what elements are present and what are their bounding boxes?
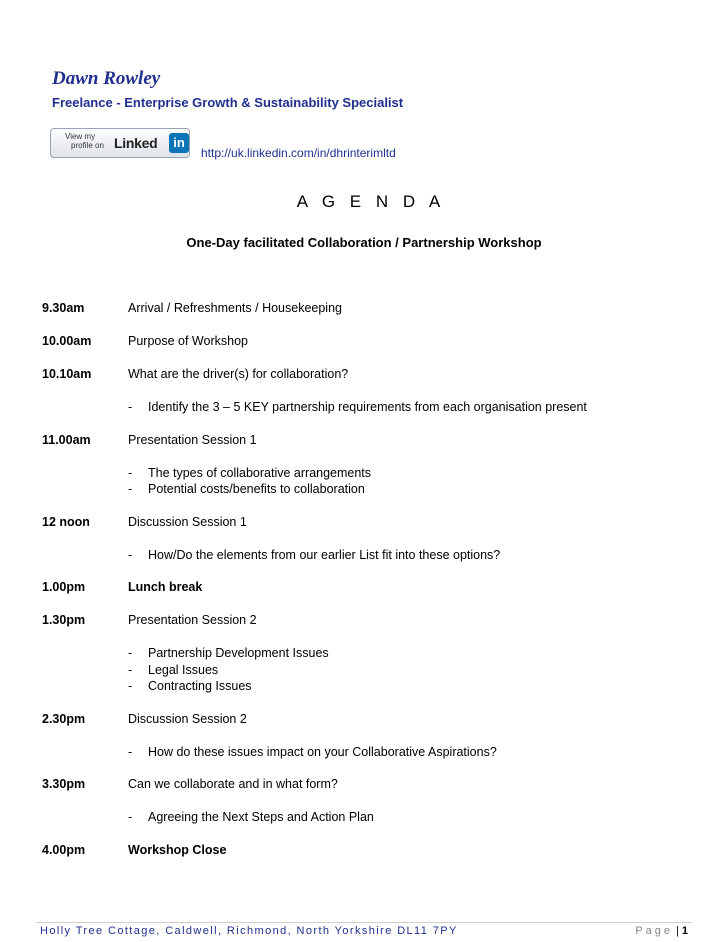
page-separator: | (676, 925, 679, 937)
schedule-description: Discussion Session 1 (128, 514, 247, 529)
workshop-title-text: One-Day facilitated Collaboration / Partnership Workshop (186, 235, 542, 250)
footer-page-number (635, 925, 688, 937)
schedule-description: Lunch break (128, 580, 203, 594)
page-label: Page (635, 925, 674, 937)
schedule-row (42, 366, 702, 383)
schedule-row (42, 300, 702, 317)
author-name: Dawn Rowley (52, 68, 161, 89)
schedule-description: Arrival / Refreshments / Housekeeping (128, 301, 342, 315)
schedule-time: 1.00pm (42, 580, 86, 594)
bullet-dash: - (128, 400, 133, 414)
schedule-description: Can we collaborate and in what form? (128, 777, 338, 791)
schedule-time: 1.30pm (42, 613, 86, 627)
linkedin-caption-line-2: profile on (71, 141, 104, 150)
linkedin-badge-caption (65, 132, 104, 150)
linkedin-profile-button[interactable] (50, 128, 190, 158)
bullet-dash: - (128, 810, 133, 824)
schedule-time: 3.30pm (42, 777, 86, 791)
schedule-time: 10.00am (42, 334, 92, 348)
schedule-subitem (42, 547, 702, 564)
schedule-subitem-text: Agreeing the Next Steps and Action Plan (148, 810, 374, 824)
schedule-time: 11.00am (42, 432, 91, 447)
schedule-subitem-text: Potential costs/benefits to collaboration (148, 482, 365, 496)
schedule-time: 2.30pm (42, 711, 86, 726)
schedule-subitem-text: Identify the 3 – 5 KEY partnership requirements from each organisation present (148, 400, 587, 414)
schedule-time: 10.10am (42, 367, 92, 381)
linkedin-caption-line-1: View my (65, 132, 96, 141)
bullet-dash: - (128, 662, 133, 677)
linkedin-url-link[interactable]: http://uk.linkedin.com/in/dhrinterimltd (201, 146, 396, 160)
schedule-description: Presentation Session 1 (128, 432, 257, 447)
schedule-subitem (42, 399, 702, 416)
schedule-subitem (42, 645, 702, 662)
schedule-time: 4.00pm (42, 842, 86, 857)
schedule (42, 300, 702, 859)
bullet-dash: - (128, 465, 133, 480)
schedule-row (42, 776, 702, 793)
schedule-subitem-text: Partnership Development Issues (148, 646, 329, 660)
schedule-row (42, 842, 702, 859)
schedule-time: 9.30am (42, 301, 85, 315)
schedule-row (42, 579, 702, 596)
schedule-time: 12 noon (42, 514, 90, 529)
schedule-subitem-text: The types of collaborative arrangements (148, 465, 372, 480)
workshop-title (0, 235, 728, 250)
bullet-dash: - (128, 646, 133, 660)
schedule-description: Workshop Close (128, 842, 227, 857)
schedule-description: Discussion Session 2 (128, 711, 247, 726)
footer-divider (36, 922, 692, 923)
schedule-row (42, 514, 702, 531)
schedule-subitem (42, 465, 702, 482)
schedule-subitem (42, 481, 702, 498)
agenda-title (0, 192, 728, 212)
schedule-subitem-text: Contracting Issues (148, 679, 252, 693)
schedule-row (42, 711, 702, 728)
schedule-subitem (42, 662, 702, 679)
linkedin-in-icon: in (169, 133, 189, 153)
schedule-subitem (42, 809, 702, 826)
schedule-subitem (42, 678, 702, 695)
schedule-description: Presentation Session 2 (128, 613, 257, 627)
linkedin-logo-text: Linked (114, 135, 158, 151)
schedule-description: Purpose of Workshop (128, 334, 248, 348)
bullet-dash: - (128, 547, 133, 562)
bullet-dash: - (128, 744, 133, 759)
schedule-row (42, 612, 702, 629)
footer-address: Holly Tree Cottage, Caldwell, Richmond, North Yorkshire DL11 7PY (40, 925, 458, 937)
bullet-dash: - (128, 679, 133, 693)
agenda-title-text: A G E N D A (296, 192, 446, 211)
page-number: 1 (681, 925, 688, 937)
schedule-subitem-text: How do these issues impact on your Collaborative Aspirations? (148, 744, 497, 759)
schedule-subitem (42, 744, 702, 761)
bullet-dash: - (128, 482, 133, 496)
schedule-row (42, 333, 702, 350)
schedule-subitem-text: How/Do the elements from our earlier List fit into these options? (148, 547, 501, 562)
author-subtitle: Freelance - Enterprise Growth & Sustainability Specialist (52, 95, 404, 110)
schedule-subitem-text: Legal Issues (148, 662, 219, 677)
schedule-row (42, 432, 702, 449)
schedule-description: What are the driver(s) for collaboration? (128, 367, 349, 381)
